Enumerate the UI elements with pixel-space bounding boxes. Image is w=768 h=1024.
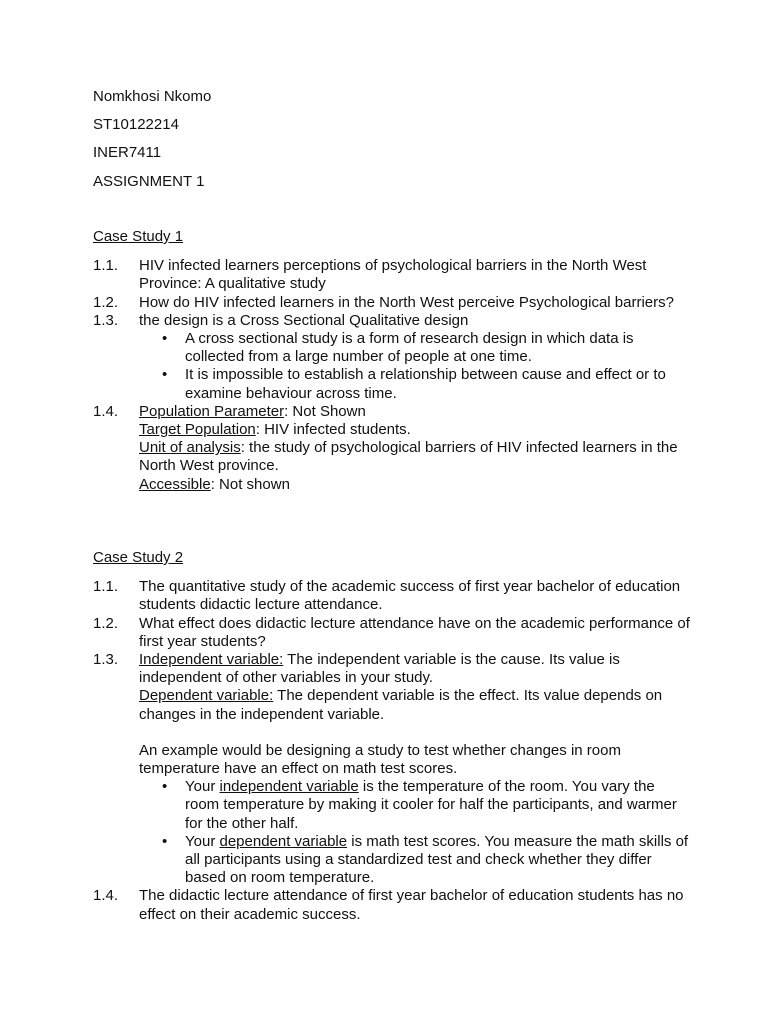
case1-item-1-2 <box>93 294 693 312</box>
target-population-label: Target Population <box>139 421 256 439</box>
item-text: the design is a Cross Sectional Qualitative design <box>139 311 469 329</box>
item-number: 1.3. <box>93 311 119 329</box>
example-paragraph: An example would be designing a study to test whether changes in room temperature have an effect on math test scores. <box>139 741 621 778</box>
example-bullets <box>139 778 693 887</box>
item-text: The quantitative study of the academic success of first year bachelor of education students didactic lecture attendance. <box>139 578 681 614</box>
item-number: 1.3. <box>93 651 119 669</box>
unit-of-analysis-line <box>139 439 693 475</box>
module-code: INER7411 <box>93 144 162 162</box>
student-name: Nomkhosi Nkomo <box>93 88 212 105</box>
case1-item-1-1 <box>93 257 693 293</box>
item-number: 1.1. <box>93 578 119 596</box>
document-header <box>93 88 211 201</box>
case-study-2 <box>93 549 693 924</box>
item-body <box>139 403 693 494</box>
bullet-item <box>139 778 693 833</box>
independent-variable-label: Independent variable: <box>139 651 284 669</box>
independent-variable-definition <box>139 651 693 687</box>
accessible-line <box>139 476 693 494</box>
case2-item-1-2 <box>93 615 693 651</box>
item-text: HIV infected learners perceptions of psychological barriers in the North West Province: A qualitative study <box>139 257 647 293</box>
bullet-item: • It is impossible to establish a relationship between cause and effect or to examine behaviour across time. <box>139 366 693 402</box>
bullet-underlined-term: independent variable <box>219 778 359 796</box>
case2-item-1-4 <box>93 887 693 923</box>
unit-of-analysis-label: Unit of analysis <box>139 439 241 457</box>
case-study-1 <box>93 228 693 494</box>
independent-variable-text: The independent variable is the cause. Its value is independent of other variables in your study. <box>139 651 620 687</box>
bullet-item <box>139 833 693 888</box>
student-number: ST10122214 <box>93 116 179 134</box>
item-number: 1.4. <box>93 887 119 905</box>
target-population-line <box>139 421 693 439</box>
item-text: What effect does didactic lecture attendance have on the academic performance of first year students? <box>139 614 690 650</box>
item-number: 1.1. <box>93 257 119 275</box>
dependent-variable-label: Dependent variable: <box>139 687 274 705</box>
spacer <box>139 724 693 742</box>
item-number: 1.4. <box>93 402 119 420</box>
design-bullets <box>139 330 693 403</box>
population-parameter-line <box>139 403 693 421</box>
case1-item-1-3 <box>93 312 693 403</box>
bullet-rest: is math test scores. You measure the math skills of all participants using a standardized test and check whether they differ based on room temperature. <box>185 832 689 887</box>
assignment-title: ASSIGNMENT 1 <box>93 172 205 190</box>
case2-item-1-1 <box>93 578 693 614</box>
case1-item-1-4 <box>93 403 693 494</box>
bullet-prefix: Your <box>185 778 220 796</box>
bullet-underlined-term: dependent variable <box>219 832 348 850</box>
item-number: 1.2. <box>93 293 119 311</box>
bullet-rest: is the temperature of the room. You vary the room temperature by making it cooler for half the participants, and warmer for the other half. <box>185 778 677 832</box>
dependent-variable-definition <box>139 687 693 723</box>
accessible-label: Accessible <box>139 475 211 493</box>
item-body <box>139 312 693 403</box>
population-parameter-value: : Not Shown <box>284 402 366 420</box>
case-study-1-heading: Case Study 1 <box>93 228 184 245</box>
item-text: The didactic lecture attendance of first year bachelor of education students has no effect on their academic success. <box>139 887 684 923</box>
unit-of-analysis-value: : the study of psychological barriers of HIV infected learners in the North West province. <box>139 439 678 475</box>
bullet-item: • A cross sectional study is a form of research design in which data is collected from a large number of people at one time. <box>139 330 693 366</box>
population-parameter-label: Population Parameter <box>139 402 285 420</box>
item-number: 1.2. <box>93 614 119 632</box>
target-population-value: : HIV infected students. <box>255 421 411 439</box>
accessible-value: : Not shown <box>210 475 290 493</box>
case2-item-1-3 <box>93 651 693 887</box>
item-text: How do HIV infected learners in the North West perceive Psychological barriers? <box>139 293 674 311</box>
item-body <box>139 651 693 887</box>
case-study-2-heading: Case Study 2 <box>93 549 184 566</box>
bullet-prefix: Your <box>185 832 220 850</box>
dependent-variable-text: The dependent variable is the effect. Its value depends on changes in the independent variable. <box>139 687 663 723</box>
